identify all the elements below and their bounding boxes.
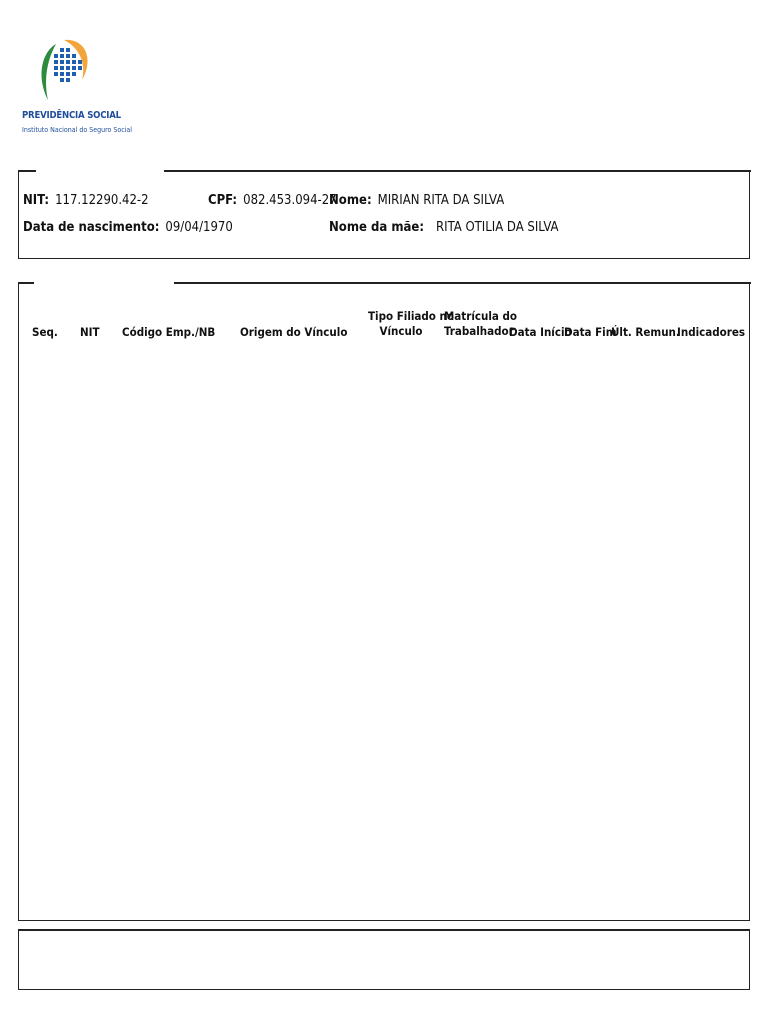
mother-name-value: RITA OTILIA DA SILVA [436, 220, 559, 235]
nome-label: Nome: [329, 193, 372, 208]
birth-date-label: Data de nascimento: [23, 220, 160, 235]
section-top-border [174, 282, 751, 284]
mother-name-label: Nome da mãe: [329, 220, 425, 235]
header-data-inicio: Data Início [509, 325, 572, 339]
employment-list-section [18, 283, 750, 921]
logo-subtitle: Instituto Nacional do Seguro Social [22, 126, 133, 134]
person-info-section [18, 171, 750, 259]
header-matricula-line-1: Matrícula do [444, 309, 518, 323]
header-seq: Seq. [32, 325, 58, 339]
nit-label: NIT: [23, 193, 50, 208]
previdencia-logo [20, 38, 133, 142]
nome-value: MIRIAN RITA DA SILVA [377, 193, 505, 208]
birth-date-value: 09/04/1970 [165, 220, 233, 235]
birth-date-field [23, 220, 233, 235]
footer-section [18, 929, 750, 990]
header-matricula-line-2: Trabalhador [444, 324, 514, 338]
header-codigo: Código Emp./NB [122, 325, 216, 339]
header-ult-remun: Últ. Remun. [611, 325, 680, 339]
nome-field [329, 193, 504, 208]
section-top-border [164, 170, 751, 172]
header-nit: NIT [80, 325, 100, 339]
header-tipo-filiado [368, 309, 454, 339]
section-top-border [18, 282, 34, 284]
logo-brand-text: PREVIDÊNCIA SOCIAL [22, 110, 121, 121]
mother-name-field [329, 220, 559, 235]
cpf-value: 082.453.094-27 [243, 193, 337, 208]
nit-field [23, 193, 149, 208]
header-tipo-line-2: Vínculo [379, 324, 423, 338]
header-data-fim: Data Fim [564, 325, 617, 339]
header-matricula [444, 309, 518, 339]
cpf-label: CPF: [208, 193, 238, 208]
section-top-border [18, 170, 36, 172]
header-origem: Origem do Vínculo [240, 325, 348, 339]
logo-emblem-icon [34, 38, 98, 108]
cpf-field [208, 193, 337, 208]
nit-value: 117.12290.42-2 [55, 193, 149, 208]
header-tipo-line-1: Tipo Filiado no [368, 309, 454, 323]
header-indicadores: Indicadores [677, 325, 746, 339]
